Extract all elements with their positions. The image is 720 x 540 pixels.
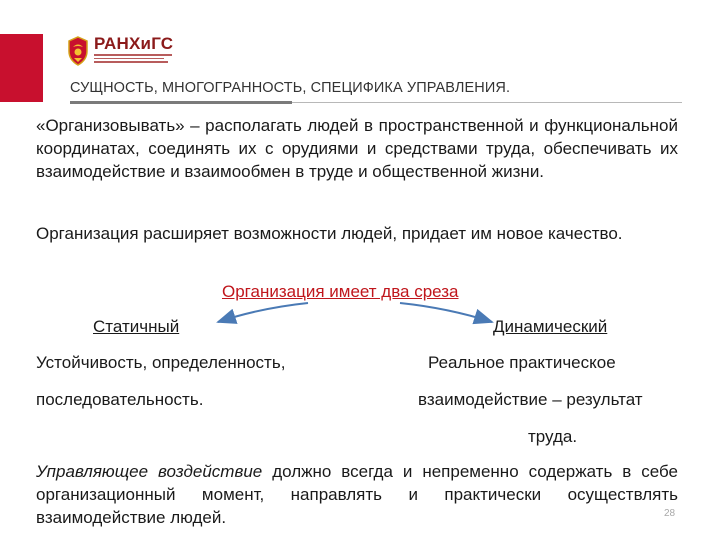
page-title: СУЩНОСТЬ, МНОГОГРАННОСТЬ, СПЕЦИФИКА УПРАВЛЕНИЯ. — [70, 80, 511, 96]
dynamic-text-line3: труда. — [528, 427, 578, 446]
dynamic-label: Динамический — [493, 317, 608, 336]
red-accent-bar — [0, 34, 43, 102]
management-influence-text: должно всегда и непременно содержать в себе организационный момент, направлять и практически осуществлять взаимодействие людей. — [36, 462, 679, 527]
logo-subtitle-lines — [94, 54, 172, 64]
ranepa-logo — [66, 34, 176, 68]
title-divider-accent — [70, 101, 292, 104]
arrow-to-dynamic — [400, 303, 492, 322]
slices-heading: Организация имеет два среза — [222, 282, 459, 301]
static-text-line2: последовательность. — [36, 390, 204, 409]
page-number: 28 — [664, 508, 676, 519]
paragraph-organization-expands: Организация расширяет возможности людей, придает им новое качество. — [36, 224, 623, 243]
static-label: Статичный — [93, 317, 180, 336]
logo-text: РАНХиГС — [94, 34, 174, 53]
management-influence-term: Управляющее воздействие — [36, 462, 263, 481]
paragraph-organize-definition: «Организовывать» – располагать людей в пространственной и функциональной координатах, соединять их с орудиями и средствами труда, обеспечивать их взаимодействие и взаимообмен в труде и общественной жизни. — [36, 116, 678, 181]
arrow-to-static — [218, 303, 308, 322]
paragraph-management-influence — [36, 460, 678, 529]
static-text-line1: Устойчивость, определенность, — [36, 353, 286, 372]
emblem-icon — [66, 35, 90, 67]
dynamic-text-line1: Реальное практическое — [428, 353, 616, 372]
dynamic-text-line2: взаимодействие – результат — [418, 390, 643, 409]
